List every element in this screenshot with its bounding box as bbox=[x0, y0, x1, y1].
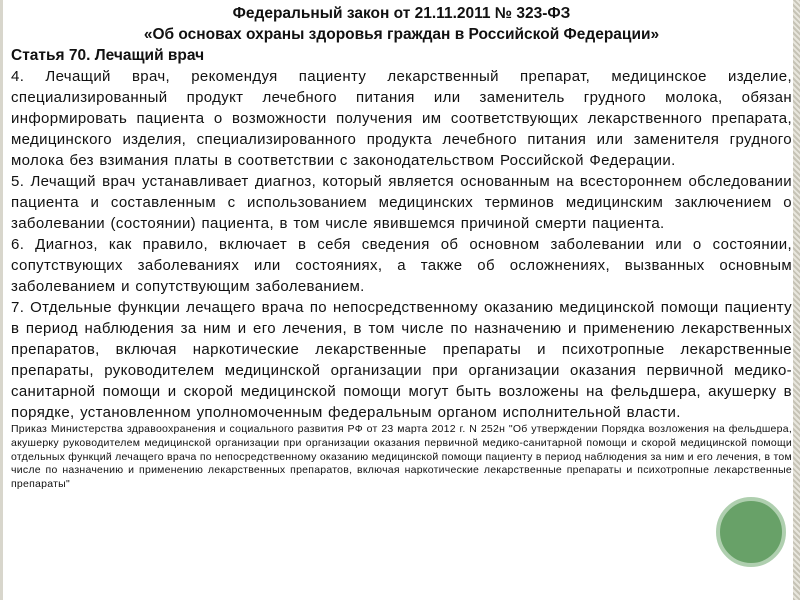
article-title: Статья 70. Лечащий врач bbox=[11, 47, 205, 64]
green-circle-decoration bbox=[716, 497, 786, 567]
paragraph-4: 4. Лечащий врач, рекомендуя пациенту лекарственный препарат, медицинское изделие, специализированный продукт лечебного питания или заменитель грудного молока, обязан информировать пациента о возможности получения им соответствующих лекарственного препарата, медицинского изделия, специализированного продукта лечебного питания или заменителя грудного молока без взимания платы в соответствии с законодательством Российской Федерации. bbox=[11, 68, 792, 169]
order-reference-note: Приказ Министерства здравоохранения и социального развития РФ от 23 марта 2012 г. N 252н "Об утверждении Порядка возложения на фельдшера, акушерку руководителем медицинской организации при организации оказания первичной медико-санитарной помощи и скорой медицинской помощи отдельных функций лечащего врача по непосредственному оказанию медицинской помощи пациенту в период наблюдения за ним и его лечения, в том числе по назначению и применению лекарственных препаратов, включая наркотические лекарственные препараты и психотропные лекарственные препараты" bbox=[11, 423, 792, 491]
document-content bbox=[11, 3, 792, 492]
slide-page bbox=[3, 0, 793, 600]
law-title: Федеральный закон от 21.11.2011 № 323-ФЗ bbox=[232, 5, 571, 22]
paragraph-7: 7. Отдельные функции лечащего врача по непосредственному оказанию медицинской помощи пациенту в период наблюдения за ним и его лечения, в том числе по назначению и применению лекарственных препаратов, включая наркотические лекарственные препараты и психотропные лекарственные препараты, руководителем медицинской организации при организации оказания первичной медико-санитарной помощи и скорой медицинской помощи могут быть возложены на фельдшера, акушерку в порядке, установленном уполномоченным федеральным органом исполнительной власти. bbox=[11, 299, 792, 421]
law-subtitle: «Об основах охраны здоровья граждан в Российской Федерации» bbox=[143, 26, 660, 43]
decorative-side-strip bbox=[793, 0, 800, 600]
paragraph-6: 6. Диагноз, как правило, включает в себя сведения об основном заболевании или о состоянии, сопутствующих заболеваниях или состояниях, а также об осложнениях, вызванных основным заболеванием и сопутствующим заболеванием. bbox=[11, 236, 792, 295]
paragraph-5: 5. Лечащий врач устанавливает диагноз, который является основанным на всестороннем обследовании пациента и составленным с использованием медицинских терминов медицинским заключением о заболевании (состоянии) пациента, в том числе явившемся причиной смерти пациента. bbox=[11, 173, 792, 232]
